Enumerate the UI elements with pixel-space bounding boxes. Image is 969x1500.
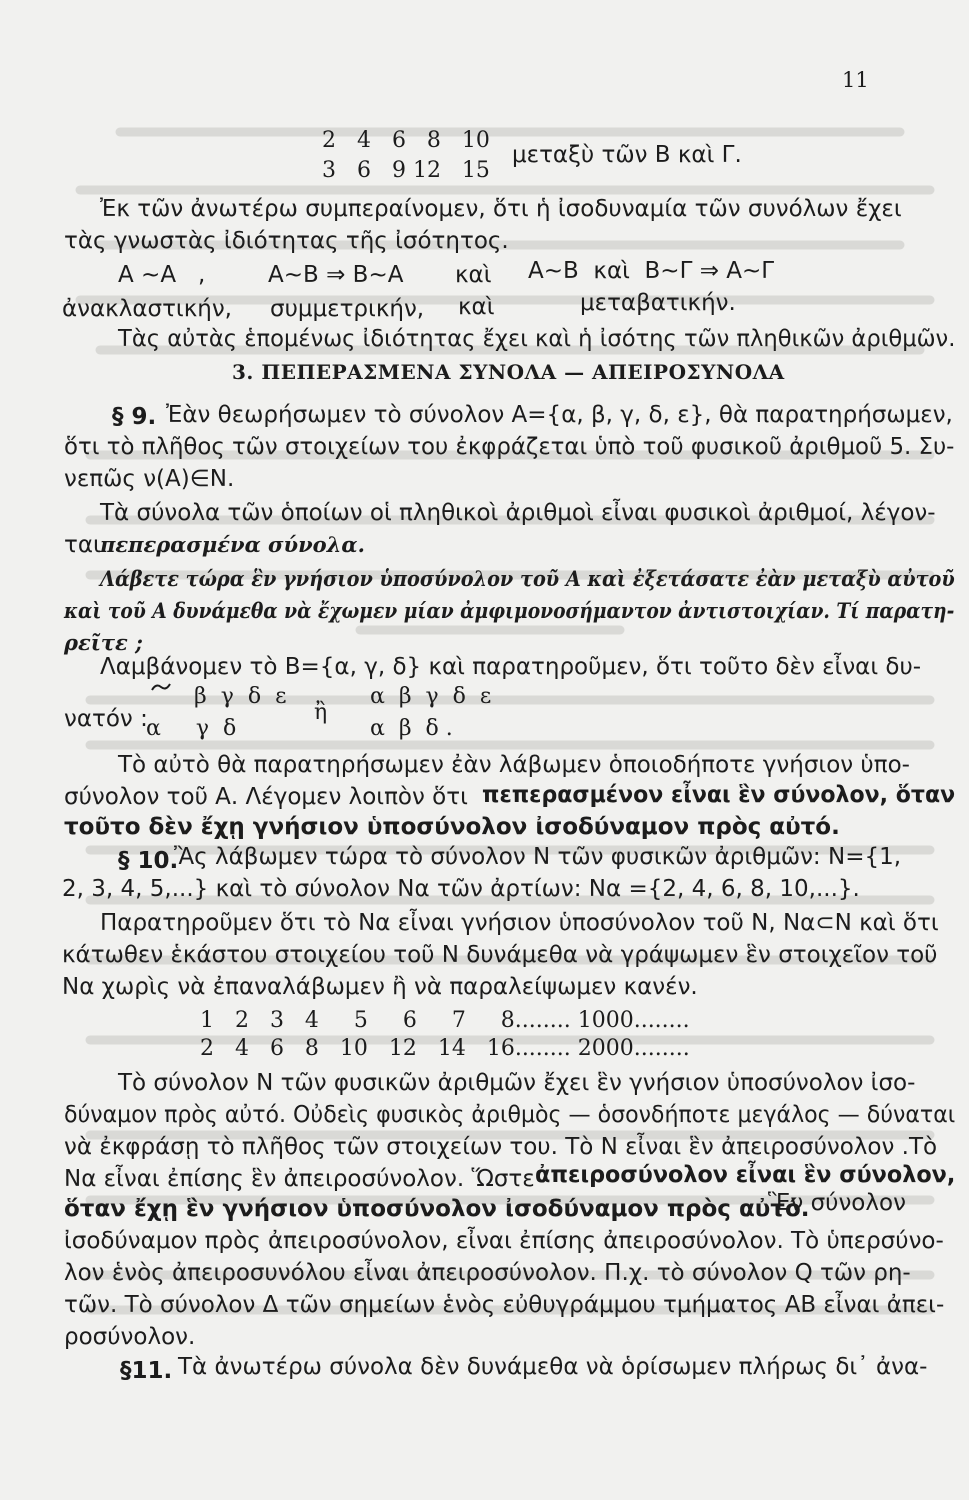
definition-finite: πεπερασμένον εἶναι ἓν σύνολον, ὅταν [482, 782, 956, 808]
section-marker-11: §11. [120, 1358, 173, 1384]
text-line: Ἐὰν θεωρήσωμεν τὸ σύνολον Α={α, β, γ, δ, ε}, θὰ παρατηρήσωμεν, [166, 402, 953, 428]
pair-table-label: μεταξὺ τῶν Β καὶ Γ. [512, 142, 742, 168]
relation-reflexive: Α ∼Α , [118, 262, 206, 288]
definition-finite-cont: τοῦτο δὲν ἔχῃ γνήσιον ὑποσύνολον ἰσοδύναμον πρὸς αὐτό. [64, 814, 840, 840]
text-line: Να εἶναι ἐπίσης ἓν ἀπειροσύνολον. Ὥστε [64, 1166, 535, 1192]
text-line: ροσύνολον. [64, 1324, 196, 1350]
question-line: καὶ τοῦ Α δυνάμεθα νὰ ἔχωμεν μίαν ἀμφιμονοσήμαντον ἀντιστοιχίαν. Τί παρατη- [64, 598, 955, 623]
text-line: νὰ ἐκφράσῃ τὸ πλῆθος τῶν στοιχείων του. Τὸ Ν εἶναι ἓν ἀπειροσύνολον .Τὸ [64, 1134, 938, 1160]
mapping-2-top: α β γ δ ε [370, 684, 492, 709]
text-line: νατόν : [64, 706, 148, 732]
pair-table-row-2: 3 6 9 12 15 [322, 158, 490, 183]
relation-symmetric: Α∼Β ⇒ Β∼Α [268, 262, 404, 288]
mapping-1-top: β γ δ ε [194, 684, 287, 709]
text-line: τὰς γνωστὰς ἰδιότητας τῆς ἰσότητος. [64, 228, 509, 254]
text-line: τῶν. Τὸ σύνολον Δ τῶν σημείων ἑνὸς εὐθυγράμμου τμήματος ΑΒ εἶναι ἀπει- [64, 1292, 945, 1318]
mapping-or: ἢ [314, 700, 328, 725]
mapping-2-bottom: α β δ . [370, 716, 453, 741]
text-line: ὅτι τὸ πλῆθος τῶν στοιχείων του ἐκφράζεται ὑπὸ τοῦ φυσικοῦ ἀριθμοῦ 5. Συ- [64, 434, 955, 460]
text-line: δύναμον πρὸς αὐτό. Οὐδεὶς φυσικὸς ἀριθμὸς — ὁσονδήποτε μεγάλος — δύναται [64, 1102, 956, 1128]
text-line: Τὰς αὐτὰς ἑπομένως ἰδιότητας ἔχει καὶ ἡ ἰσότης τῶν πληθικῶν ἀριθμῶν. [118, 326, 956, 352]
text-line: 2, 3, 4, 5,...} καὶ τὸ σύνολον Να τῶν ἀρτίων: Να ={2, 4, 6, 8, 10,...}. [62, 876, 860, 902]
section-marker-9: § 9. [112, 404, 157, 430]
text-line: Τὰ ἀνωτέρω σύνολα δὲν δυνάμεθα νὰ ὁρίσωμεν πλήρως δι᾽ ἀνα- [178, 1354, 928, 1380]
relation-transitive: Α∼Β καὶ Β∼Γ ⇒ Α∼Γ [528, 258, 775, 284]
even-numbers-row: 2 4 6 8 10 12 14 16........ 2000........ [200, 1036, 690, 1061]
text-line: Παρατηροῦμεν ὅτι τὸ Να εἶναι γνήσιον ὑποσύνολον τοῦ Ν, Να⊂Ν καὶ ὅτι [100, 910, 939, 936]
text-line: νεπῶς ν(Α)∈Ν. [64, 466, 235, 492]
text-line: Λαμβάνομεν τὸ Β={α, γ, δ} καὶ παρατηροῦμεν, ὅτι τοῦτο δὲν εἶναι δυ- [100, 654, 922, 680]
text-line: Τὸ αὐτὸ θὰ παρατηρήσωμεν ἐὰν λάβωμεν ὁποιοδήποτε γνήσιον ὑπο- [118, 752, 910, 778]
text-line: κάτωθεν ἑκάστου στοιχείου τοῦ Ν δυνάμεθα νὰ γράψωμεν ἓν στοιχεῖον τοῦ [62, 942, 938, 968]
pair-table-row-1: 2 4 6 8 10 [322, 128, 490, 153]
question-line: Λάβετε τώρα ἓν γνήσιον ὑποσύνολον τοῦ Α καὶ ἐξετάσατε ἐὰν μεταξὺ αὐτοῦ [100, 566, 955, 591]
text-line: ται [64, 532, 101, 558]
definition-infinite-cont: ὅταν ἔχῃ ἓν γνήσιον ὑποσύνολον ἰσοδύναμον πρὸς αὐτό. [64, 1196, 810, 1222]
text-line: σύνολον τοῦ Α. Λέγομεν λοιπὸν ὅτι [64, 784, 468, 810]
text-line: ἰσοδύναμον πρὸς ἀπειροσύνολον, εἶναι ἐπίσης ἀπειροσύνολον. Τὸ ὑπερσύνο- [64, 1228, 944, 1254]
definition-infinite: ἀπειροσύνολον εἶναι ἓν σύνολον, [535, 1162, 956, 1188]
natural-numbers-row: 1 2 3 4 5 6 7 8........ 1000........ [200, 1008, 690, 1033]
text-line: Να χωρὶς νὰ ἐπαναλάβωμεν ἢ νὰ παραλείψωμεν κανέν. [62, 974, 698, 1000]
property-symmetric: συμμετρικήν, [270, 296, 425, 322]
property-reflexive: ἀνακλαστικήν, [62, 296, 232, 322]
relation-and: καὶ [455, 262, 492, 288]
text-line: Τὸ σύνολον Ν τῶν φυσικῶν ἀριθμῶν ἔχει ἓν γνήσιον ὑποσύνολον ἰσο- [118, 1070, 916, 1096]
property-and: καὶ [458, 294, 495, 320]
text-line: Ἓν σύνολον [768, 1190, 906, 1216]
mapping-1-bottom: α γ δ [146, 716, 237, 741]
page-number: 11 [842, 68, 869, 92]
term-finite-sets: πεπερασμένα σύνολα. [100, 532, 365, 557]
text-line: Τὰ σύνολα τῶν ὁποίων οἱ πληθικοὶ ἀριθμοὶ εἶναι φυσικοὶ ἀριθμοί, λέγον- [100, 500, 936, 526]
question-line: ρεῖτε ; [64, 630, 143, 655]
tilde-mark-icon [150, 681, 172, 693]
text-line: Ἂς λάβωμεν τώρα τὸ σύνολον Ν τῶν φυσικῶν ἀριθμῶν: Ν={1, [174, 844, 902, 870]
section-heading: 3. ΠΕΠΕΡΑΣΜΕΝΑ ΣΥΝΟΛΑ — ΑΠΕΙΡΟΣΥΝΟΛΑ [232, 360, 785, 384]
property-transitive: μεταβατικήν. [580, 290, 736, 316]
section-marker-10: § 10. [118, 848, 179, 874]
text-line: λον ἑνὸς ἀπειροσυνόλου εἶναι ἀπειροσύνολον. Π.χ. τὸ σύνολον Q τῶν ρη- [64, 1260, 911, 1286]
text-line: Ἐκ τῶν ἀνωτέρω συμπεραίνομεν, ὅτι ἡ ἰσοδυναμία τῶν συνόλων ἔχει [100, 196, 902, 222]
